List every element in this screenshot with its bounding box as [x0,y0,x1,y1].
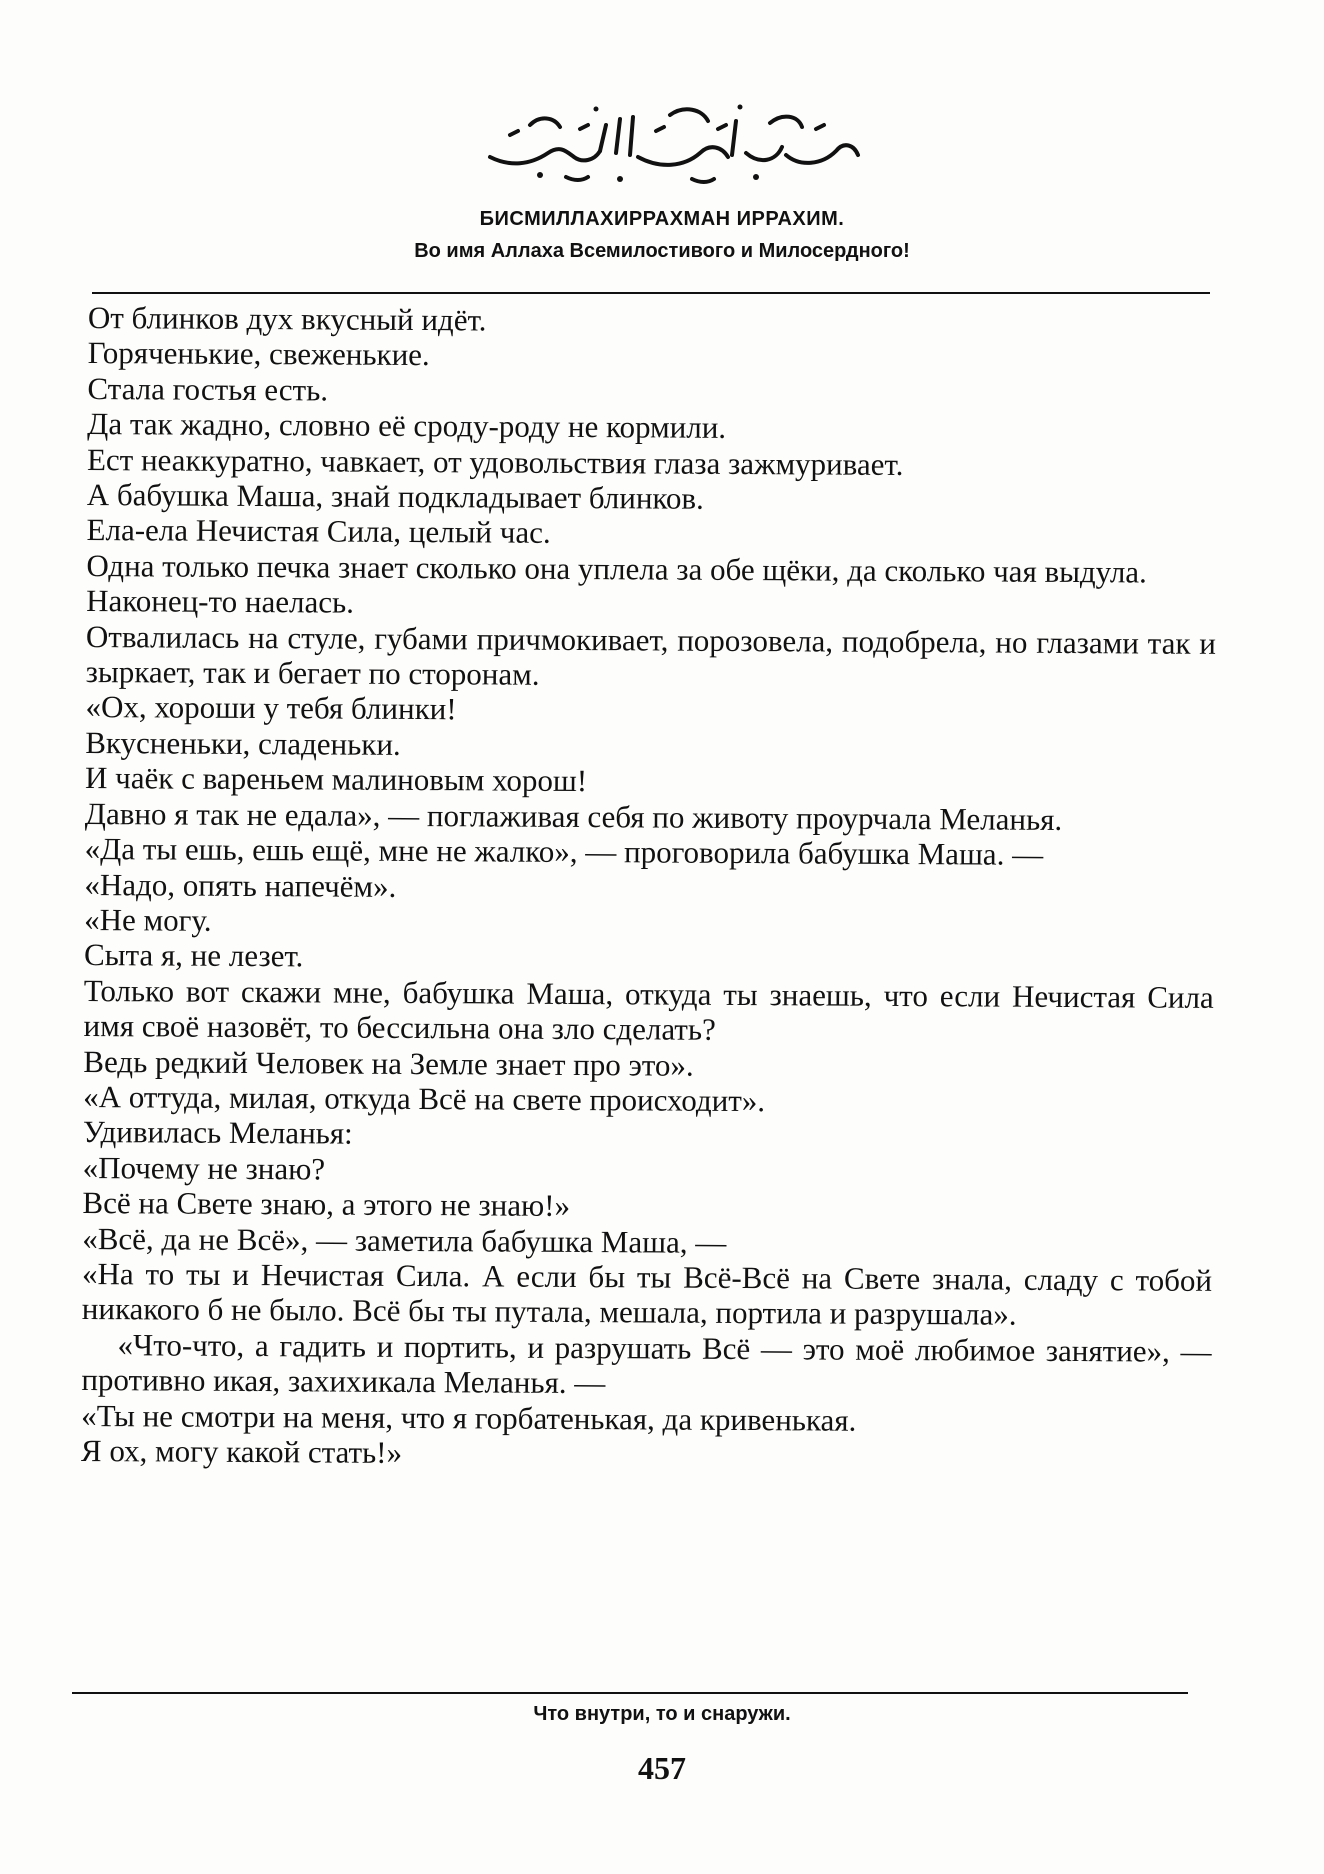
body-text [81,300,1218,1475]
paragraph: Горяченькие, свеженькие. [87,335,430,373]
page-number: 457 [638,1750,686,1786]
paragraph: Вкусненьки, сладеньки. [85,724,401,762]
paragraph: «Надо, опять напечём». [84,866,397,904]
paragraph: От блинков дух вкусный идёт. [87,300,487,338]
paragraph: Только вот скажи мне, бабушка Маша, откуда ты знаешь, что если Нечистая Сила имя своё назовёт, то бессильна она зло сделать? [83,972,1214,1047]
paragraph: И чаёк с вареньем малиновым хорош! [84,760,588,799]
paragraph: «Ты не смотри на меня, что я горбатенькая, да кривенькая. [81,1397,857,1438]
paragraph: А бабушка Маша, знай подкладывает блинков. [86,477,704,516]
paragraph: Ведь редкий Человек на Земле знает про это». [83,1043,694,1083]
paragraph: Одна только печка знает сколько она уплела за обе щёки, да сколько чая выдула. [86,547,1147,590]
paragraph: «На то ты и Нечистая Сила. А если бы ты Всё-Всё на Свете знала, сладу с тобой никакого б не было. Всё бы ты путала, мешала, портила и разрушала». [81,1255,1213,1333]
paragraph: «Что-что, а гадить и портить, и разрушать Всё — это моё любимое занятие», — противно икая, захихикала Меланья. — [81,1326,1212,1401]
header-subtitle: Во имя Аллаха Всемилостивого и Милосердного! [414,240,910,262]
paragraph: «Почему не знаю? [82,1149,326,1187]
paragraph: Ела-ела Нечистая Сила, целый час. [86,512,551,551]
running-title: Что внутри, то и снаружи. [533,1703,791,1725]
paragraph: «Ох, хороши у тебя блинки! [85,689,457,727]
paragraph: Отвалилась на стуле, губами причмокивает, порозовела, подобрела, но глазами так и зыркает, так и бегает по сторонам. [85,618,1217,692]
footer-divider [72,1692,1188,1694]
paragraph: Удивилась Меланья: [82,1114,353,1151]
paragraph: Стала гостья есть. [87,370,329,408]
paragraph: «Всё, да не Всё», — заметила бабушка Маша, — [82,1220,727,1260]
paragraph: Я ох, могу какой стать!» [80,1432,403,1470]
paragraph: «Не могу. [84,901,212,938]
paragraph: «А оттуда, милая, откуда Всё на свете происходит». [83,1078,766,1119]
header-title: БИСМИЛЛАХИРРАХМАН ИРРАХИМ. [479,208,845,230]
paragraph: Сыта я, не лезет. [83,937,304,974]
paragraph: Ест неаккуратно, чавкает, от удовольствия глаза зажмуривает. [86,441,904,482]
paragraph: Давно я так не едала», — поглаживая себя по животу проурчала Меланья. [84,795,1063,837]
header-divider [92,292,1210,294]
paragraph: Да так жадно, словно её сроду-роду не кормили. [87,406,727,446]
paragraph: Наконец-то наелась. [86,583,355,620]
paragraph: «Да ты ешь, ешь ещё, мне не жалко», — проговорила бабушка Маша. — [84,831,1044,872]
basmala-calligraphy [470,95,870,190]
paragraph: Всё на Свете знаю, а этого не знаю!» [82,1185,571,1224]
